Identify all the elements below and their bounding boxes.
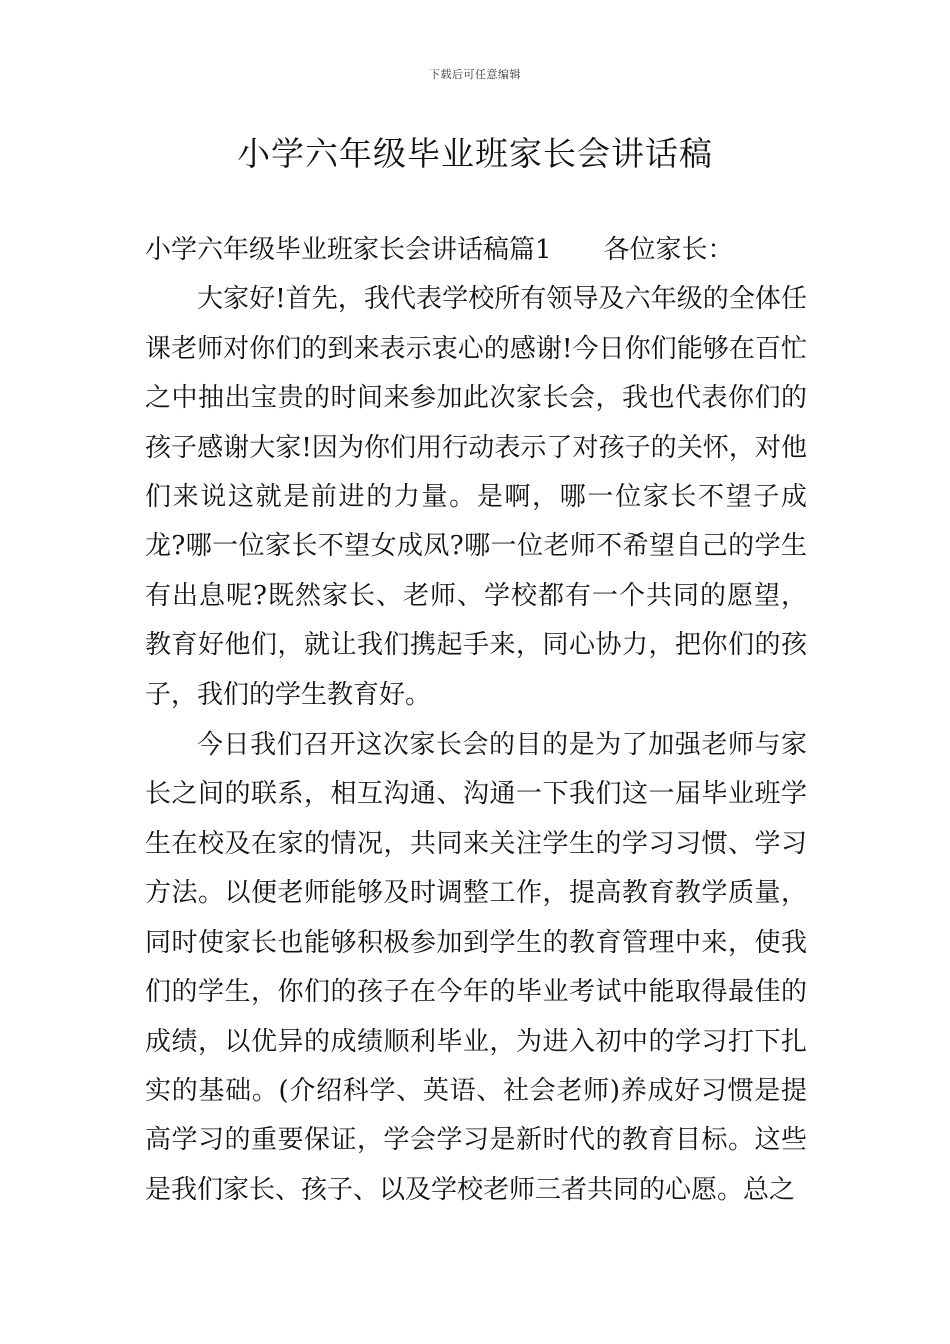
document-body [145,226,807,1215]
salutation: 各位家长： [603,235,734,265]
intro-heading: 小学六年级毕业班家长会讲话稿篇1 [145,235,552,265]
header-note: 下载后可任意编辑 [429,68,521,81]
body-paragraph: 大家好!首先，我代表学校所有领导及六年级的全体任课老师对你们的到来表示衷心的感谢!今日你们能够在百忙之中抽出宝贵的时间来参加此次家长会，我也代表你们的孩子感谢大家!因为你们用行动表示了对孩子的关怀，对他们来说这就是前进的力量。是啊，哪一位家长不望子成龙?哪一位家长不望女成凤?哪一位老师不希望自己的学生有出息呢?既然家长、老师、学校都有一个共同的愿望，教育好他们，就让我们携起手来，同心协力，把你们的孩子，我们的学生教育好。 [145,284,807,710]
intro-line [145,226,807,275]
body-paragraph: 今日我们召开这次家长会的目的是为了加强老师与家长之间的联系，相互沟通、沟通一下我们这一届毕业班学生在校及在家的情况，共同来关注学生的学习习惯、学习方法。以便老师能够及时调整工作，提高教育教学质量，同时使家长也能够积极参加到学生的教育管理中来，使我们的学生，你们的孩子在今年的毕业考试中能取得最佳的成绩，以优异的成绩顺利毕业，为进入初中的学习打下扎实的基础。(介绍科学、英语、社会老师)养成好习惯是提高学习的重要保证，学会学习是新时代的教育目标。这些是我们家长、孩子、以及学校老师三者共同的心愿。总之 [145,730,807,1205]
document-title: 小学六年级毕业班家长会讲话稿 [237,134,713,173]
